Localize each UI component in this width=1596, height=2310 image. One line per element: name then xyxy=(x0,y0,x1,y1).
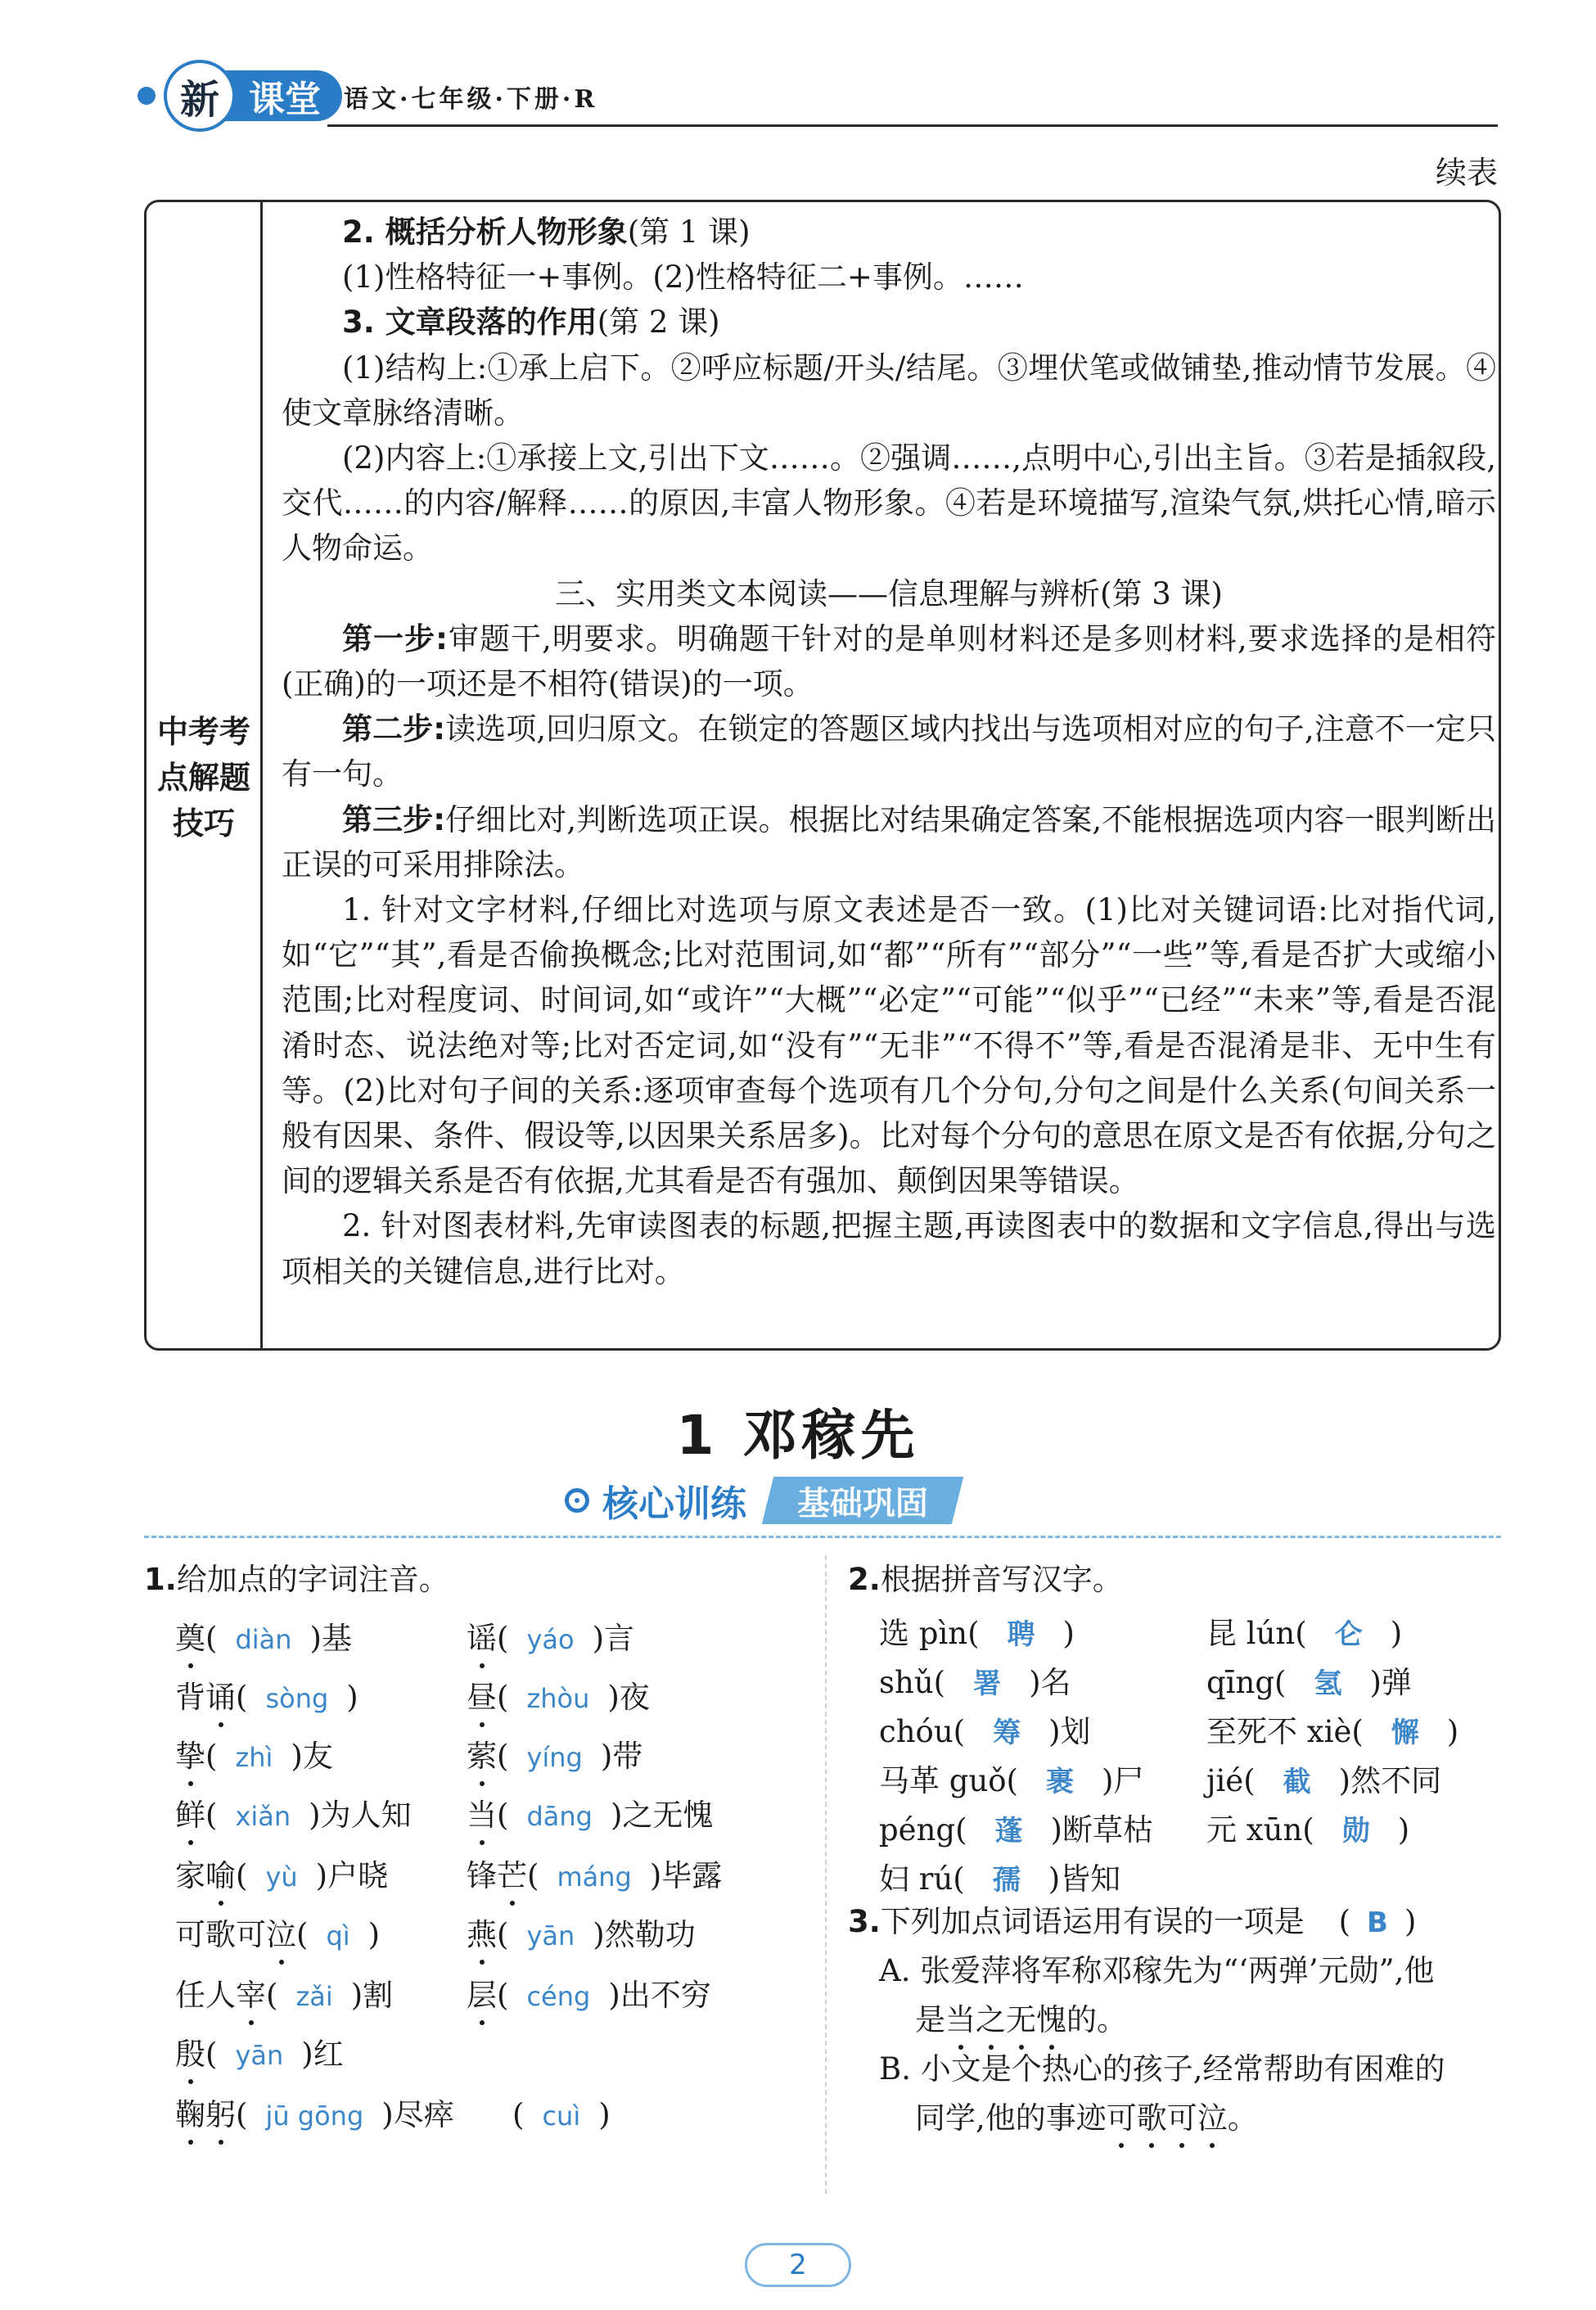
item-suffix: )划 xyxy=(1048,1714,1091,1749)
question-number: 1. xyxy=(144,1562,177,1597)
paren-close: ) xyxy=(309,1621,322,1656)
pinyin-item xyxy=(175,1732,333,1782)
tip-2: 2. 针对图表材料,先审读图表的标题,把握主题,再读图表中的数据和文字信息,得出与选项相关的关键信息,进行比对。 xyxy=(282,1208,1496,1289)
item-suffix: 割 xyxy=(363,1978,394,2013)
pinyin-item xyxy=(467,1971,711,2021)
paren-close: ) xyxy=(593,1917,605,1952)
paren-open: ( xyxy=(205,1739,218,1774)
dotted-word: 昼 xyxy=(467,1680,497,1715)
paren-close: ) xyxy=(350,1978,363,2013)
paren-open: ( xyxy=(205,1798,218,1833)
item-suffix: )名 xyxy=(1029,1665,1071,1700)
step-1 xyxy=(282,616,1496,706)
question-1-heading xyxy=(144,1555,449,1604)
heading-paragraph-function xyxy=(282,300,1496,345)
header-rule xyxy=(327,124,1498,127)
paren-close: ) xyxy=(600,1739,613,1774)
item-prefix: péng( xyxy=(879,1812,967,1848)
item-suffix: 尽瘁 xyxy=(393,2097,454,2132)
dashed-divider xyxy=(144,1536,1501,1538)
hanzi-answer: 懈 xyxy=(1391,1717,1419,1749)
hanzi-item xyxy=(879,1658,1071,1708)
paren-open: ( xyxy=(497,1798,509,1833)
dotted-word: 萦 xyxy=(467,1739,497,1774)
pinyin-answer: dāng xyxy=(526,1801,593,1832)
hanzi-item xyxy=(1206,1757,1441,1807)
item-suffix: 毕露 xyxy=(661,1858,723,1893)
location-pin-icon xyxy=(565,1488,589,1513)
paren-open: ( xyxy=(236,2097,248,2132)
paren-open: ( xyxy=(497,1621,509,1656)
pinyin-answer: yān xyxy=(526,1920,575,1951)
logo-text: 课堂 xyxy=(224,70,342,121)
paren-open: ( xyxy=(296,1917,309,1952)
hanzi-answer: 氢 xyxy=(1314,1667,1342,1700)
hanzi-item xyxy=(879,1708,1091,1757)
hanzi-answer: 署 xyxy=(973,1667,1002,1700)
pinyin-answer: yù xyxy=(265,1861,298,1893)
item-prefix: chóu( xyxy=(879,1714,966,1749)
pinyin-item xyxy=(467,1614,634,1664)
lesson-title: 1 邓稼先 xyxy=(676,1404,920,1467)
subject-label: 语文·七年级·下册·R xyxy=(344,85,598,114)
banner-core-text: 核心训练 xyxy=(602,1483,746,1525)
item-suffix: 带 xyxy=(612,1739,643,1774)
paren-close: ) xyxy=(315,1858,328,1893)
label-line: 技巧 xyxy=(172,805,235,841)
step-label: 第三步: xyxy=(342,801,446,837)
paren-close: ) xyxy=(301,2037,313,2072)
section-heading xyxy=(282,571,1496,616)
pinyin-answer: zǎi xyxy=(295,1981,333,2012)
tips-content xyxy=(282,210,1496,1294)
item-suffix: 之无愧 xyxy=(622,1798,714,1833)
pinyin-item xyxy=(175,1911,380,1960)
dotted-word: 奠 xyxy=(175,1621,205,1656)
label-line: 中考考 xyxy=(156,714,250,750)
hanzi-answer: 孺 xyxy=(992,1864,1021,1897)
item-prefix: 至死不 xiè( xyxy=(1206,1714,1364,1749)
paren-open: ( xyxy=(266,1978,278,2013)
heading-tail: (第 2 课) xyxy=(597,305,720,341)
section-banner xyxy=(565,1473,958,1527)
dotted-word: 鞠躬 xyxy=(175,2097,236,2132)
answer-paren-open: ( xyxy=(1338,1904,1351,1939)
section-heading-text: 三、实用类文本阅读——信息理解与辨析 xyxy=(555,575,1101,611)
hanzi-answer: 截 xyxy=(1283,1766,1311,1798)
paren-close: ) xyxy=(346,1680,358,1715)
option-text: 同学,他的事迹 xyxy=(915,2100,1107,2136)
hanzi-item xyxy=(879,1806,1153,1856)
item-prefix: shǔ( xyxy=(879,1665,946,1700)
dotted-word: 喻 xyxy=(205,1858,236,1893)
option-text: 的。 xyxy=(1066,2002,1127,2037)
pinyin-item xyxy=(175,1614,352,1664)
option-b-line-1: B. 小文是个热心的孩子,经常帮助有困难的 xyxy=(879,2051,1445,2087)
paren-close: ) xyxy=(649,1858,662,1893)
step-3 xyxy=(282,797,1496,887)
hanzi-answer: 裹 xyxy=(1046,1766,1074,1798)
paren-close: ) xyxy=(592,1621,604,1656)
pinyin-answer: yān xyxy=(235,2040,284,2071)
pinyin-item xyxy=(467,1852,722,1902)
item-suffix: )断草枯 xyxy=(1050,1812,1153,1848)
pinyin-item xyxy=(175,1971,393,2021)
paragraph: (2)内容上:①承接上文,引出下文……。②强调……,点明中心,引出主旨。③若是插叙段,交代……的内容/解释……的原因,丰富人物形象。④若是环境描写,渲染气氛,烘托心情,暗示人物命运。 xyxy=(282,440,1496,566)
dotted-word: 宰 xyxy=(236,1978,266,2013)
pinyin-answer: qì xyxy=(326,1920,350,1951)
pinyin-item xyxy=(175,2091,454,2141)
hanzi-answer: 勋 xyxy=(1341,1815,1370,1848)
paren-open: ( xyxy=(497,1739,509,1774)
hanzi-answer: 蓬 xyxy=(994,1815,1023,1848)
column-divider xyxy=(825,1555,827,2194)
answer-paren-close: ) xyxy=(1404,1904,1417,1939)
pinyin-answer: zhòu xyxy=(526,1683,590,1714)
option-text: 。 xyxy=(1227,2100,1258,2136)
pinyin-item xyxy=(175,2030,344,2080)
step-label: 第一步: xyxy=(342,620,448,656)
paren-open: ( xyxy=(497,1917,509,1952)
pinyin-answer: diàn xyxy=(235,1624,292,1655)
paren-open: ( xyxy=(527,1858,539,1893)
banner-tag-text: 基础巩固 xyxy=(797,1484,928,1523)
item-prefix: jié( xyxy=(1206,1763,1256,1798)
item-suffix: ) xyxy=(1390,1616,1403,1651)
pinyin-answer: yíng xyxy=(526,1742,583,1773)
hanzi-answer: 仑 xyxy=(1334,1618,1363,1651)
dotted-word: 可歌可泣 xyxy=(1107,2100,1228,2136)
item-prefix: qīng( xyxy=(1206,1665,1287,1700)
item-suffix: 友 xyxy=(302,1739,333,1774)
item-suffix: ) xyxy=(1062,1616,1075,1651)
paren-close: ) xyxy=(291,1739,303,1774)
heading-text: 3. 文章段落的作用 xyxy=(342,305,597,341)
dotted-word: 鲜 xyxy=(175,1798,205,1833)
hanzi-item xyxy=(1206,1658,1412,1708)
item-suffix: )皆知 xyxy=(1048,1861,1121,1897)
pinyin-item xyxy=(175,1673,358,1723)
pinyin-answer: xiǎn xyxy=(235,1801,291,1832)
item-suffix: 为人知 xyxy=(320,1798,412,1833)
item-suffix: 基 xyxy=(321,1621,352,1656)
item-prefix: 昆 lún( xyxy=(1206,1616,1307,1651)
label-line: 点解题 xyxy=(156,760,250,796)
item-suffix: 言 xyxy=(604,1621,634,1656)
tip-1: 1. 针对文字材料,仔细比对选项与原文表述是否一致。(1)比对关键词语:比对指代词,如“它”“其”,看是否偷换概念;比对范围词,如“都”“所有”“部分”“一些”等,看是否扩大或缩小范围;比对程度词、时间词,如“或许”“大概”“必定”“可能”“似乎”“已经”“未来”等,看是否混淆时态、说法绝对等;比对否定词,如“没有”“无非”“不得不”等,看是否混淆是非、无中生有等。(2)比对句子间的关系:逐项审查每个选项有几个分句,分句之间是什么关系(句间关系一般有因果、条件、假设等,以因果关系居多)。比对每个分句的意思在原文是否有依据,分句之间的逻辑关系是否有依据,尤其看是否有强加、颠倒因果等错误。 xyxy=(282,892,1496,1199)
option-a-line-2 xyxy=(915,1996,1127,2045)
step-label: 第二步: xyxy=(342,711,446,747)
item-prefix: 马革 guǒ( xyxy=(879,1763,1018,1798)
paren-open: ( xyxy=(512,2097,525,2132)
dotted-word: 当 xyxy=(467,1798,497,1833)
question-3-heading xyxy=(848,1897,1416,1947)
hanzi-answer: 聘 xyxy=(1007,1618,1035,1651)
pinyin-item xyxy=(467,1673,650,1723)
tips-table-label xyxy=(149,709,259,846)
dotted-word: 殷 xyxy=(175,2037,205,2072)
hanzi-item xyxy=(1206,1708,1458,1757)
hanzi-item xyxy=(1206,1609,1402,1659)
section-heading-tail: (第 3 课) xyxy=(1100,575,1223,611)
paren-open: ( xyxy=(236,1858,248,1893)
page-number: 2 xyxy=(745,2243,851,2287)
logo-first-char: 新 xyxy=(164,60,236,132)
dotted-word: 芒 xyxy=(497,1858,527,1893)
item-suffix: 出不穷 xyxy=(620,1978,711,2013)
paren-close: ) xyxy=(309,1798,321,1833)
hanzi-answer: 筹 xyxy=(993,1717,1021,1749)
pinyin-answer: zhì xyxy=(235,1742,273,1773)
pinyin-item xyxy=(467,1791,713,1841)
option-a-line-1: A. 张爱萍将军称邓稼先为“‘两弹’元勋”,他 xyxy=(879,1953,1435,1988)
question-text: 下列加点词语运用有误的一项是 xyxy=(880,1904,1305,1939)
step-2 xyxy=(282,706,1496,796)
item-prefix: 选 pìn( xyxy=(879,1616,980,1651)
paren-close: ) xyxy=(608,1978,620,2013)
pinyin-answer: sòng xyxy=(265,1683,329,1714)
item-suffix: 红 xyxy=(313,2037,344,2072)
item-prefix: 元 xūn( xyxy=(1206,1812,1314,1848)
dotted-word: 诵 xyxy=(205,1680,236,1715)
paragraph: (1)性格特征一+事例。(2)性格特征二+事例。…… xyxy=(342,259,1024,296)
item-suffix: )尸 xyxy=(1102,1763,1144,1798)
hanzi-item xyxy=(879,1609,1075,1659)
question-2-heading xyxy=(848,1555,1123,1604)
item-suffix: ) xyxy=(1446,1714,1459,1749)
banner-tag xyxy=(762,1477,963,1524)
tips-table-divider xyxy=(260,200,263,1351)
pinyin-answer: jū gōng xyxy=(265,2100,364,2132)
dotted-word: 泣 xyxy=(266,1917,296,1952)
step-text: 仔细比对,判断选项正误。根据比对结果确定答案,不能根据选项内容一眼判断出正误的可采用排除法。 xyxy=(282,801,1497,882)
pinyin-item xyxy=(175,1791,412,1841)
heading-tail: (第 1 课) xyxy=(627,214,751,250)
pinyin-item xyxy=(175,1852,388,1902)
question-number: 3. xyxy=(848,1904,881,1939)
hanzi-item xyxy=(1206,1806,1409,1856)
item-suffix: ) xyxy=(1397,1812,1410,1848)
pinyin-answer: cuì xyxy=(542,2100,581,2132)
paren-open: ( xyxy=(236,1680,248,1715)
paren-open: ( xyxy=(205,2037,218,2072)
logo-dot-icon xyxy=(138,87,156,105)
pinyin-item xyxy=(467,1732,642,1782)
item-prefix: 任人 xyxy=(175,1978,236,2013)
paren-close: ) xyxy=(367,1917,381,1952)
dotted-word: 层 xyxy=(467,1978,497,2013)
item-prefix: 家 xyxy=(175,1858,205,1893)
question-number: 2. xyxy=(848,1562,881,1597)
dotted-word: 当之无愧 xyxy=(945,2002,1066,2037)
pinyin-answer: yáo xyxy=(526,1624,575,1655)
question-text: 给加点的字词注音。 xyxy=(176,1562,449,1597)
item-suffix: 户晓 xyxy=(327,1858,389,1893)
dotted-word: 挚 xyxy=(175,1739,205,1774)
paren-close: ) xyxy=(381,2097,394,2132)
heading-text: 2. 概括分析人物形象 xyxy=(342,214,628,250)
item-suffix: 然勒功 xyxy=(604,1917,696,1952)
dotted-word: 燕 xyxy=(467,1917,497,1952)
option-text: 是 xyxy=(915,2002,945,2037)
paren-open: ( xyxy=(497,1680,509,1715)
item-prefix: 背 xyxy=(175,1680,205,1715)
option-b-line-2 xyxy=(915,2094,1258,2143)
paren-close: ) xyxy=(598,2097,611,2132)
pinyin-answer: máng xyxy=(557,1861,632,1893)
pinyin-answer: céng xyxy=(526,1981,591,2012)
logo xyxy=(138,64,342,128)
item-prefix: 妇 rú( xyxy=(879,1861,965,1897)
paren-close: ) xyxy=(610,1798,623,1833)
pinyin-item xyxy=(467,1911,696,1960)
hanzi-item xyxy=(879,1757,1143,1807)
paren-close: ) xyxy=(607,1680,620,1715)
step-text: 审题干,明要求。明确题干针对的是单则材料还是多则材料,要求选择的是相符(正确)的一项还是不相符(错误)的一项。 xyxy=(282,620,1496,702)
question-3-answer: B xyxy=(1367,1906,1388,1939)
continued-label: 续表 xyxy=(1435,155,1498,191)
item-prefix: 可歌可 xyxy=(175,1917,266,1952)
heading-character-analysis xyxy=(282,210,1496,255)
paren-open: ( xyxy=(205,1621,218,1656)
item-prefix: 锋 xyxy=(467,1858,497,1893)
item-suffix: )然不同 xyxy=(1338,1763,1442,1798)
item-suffix: )弹 xyxy=(1369,1665,1412,1700)
step-text: 读选项,回归原文。在锁定的答题区域内找出与选项相对应的句子,注意不一定只有一句。 xyxy=(282,711,1497,792)
item-suffix: 夜 xyxy=(619,1680,650,1715)
dotted-word: 谣 xyxy=(467,1621,497,1656)
question-text: 根据拼音写汉字。 xyxy=(880,1562,1123,1597)
paren-open: ( xyxy=(497,1978,509,2013)
pinyin-item xyxy=(512,2091,611,2141)
paragraph: (1)结构上:①承上启下。②呼应标题/开头/结尾。③埋伏笔或做铺垫,推动情节发展。④使文章脉络清晰。 xyxy=(282,350,1496,431)
